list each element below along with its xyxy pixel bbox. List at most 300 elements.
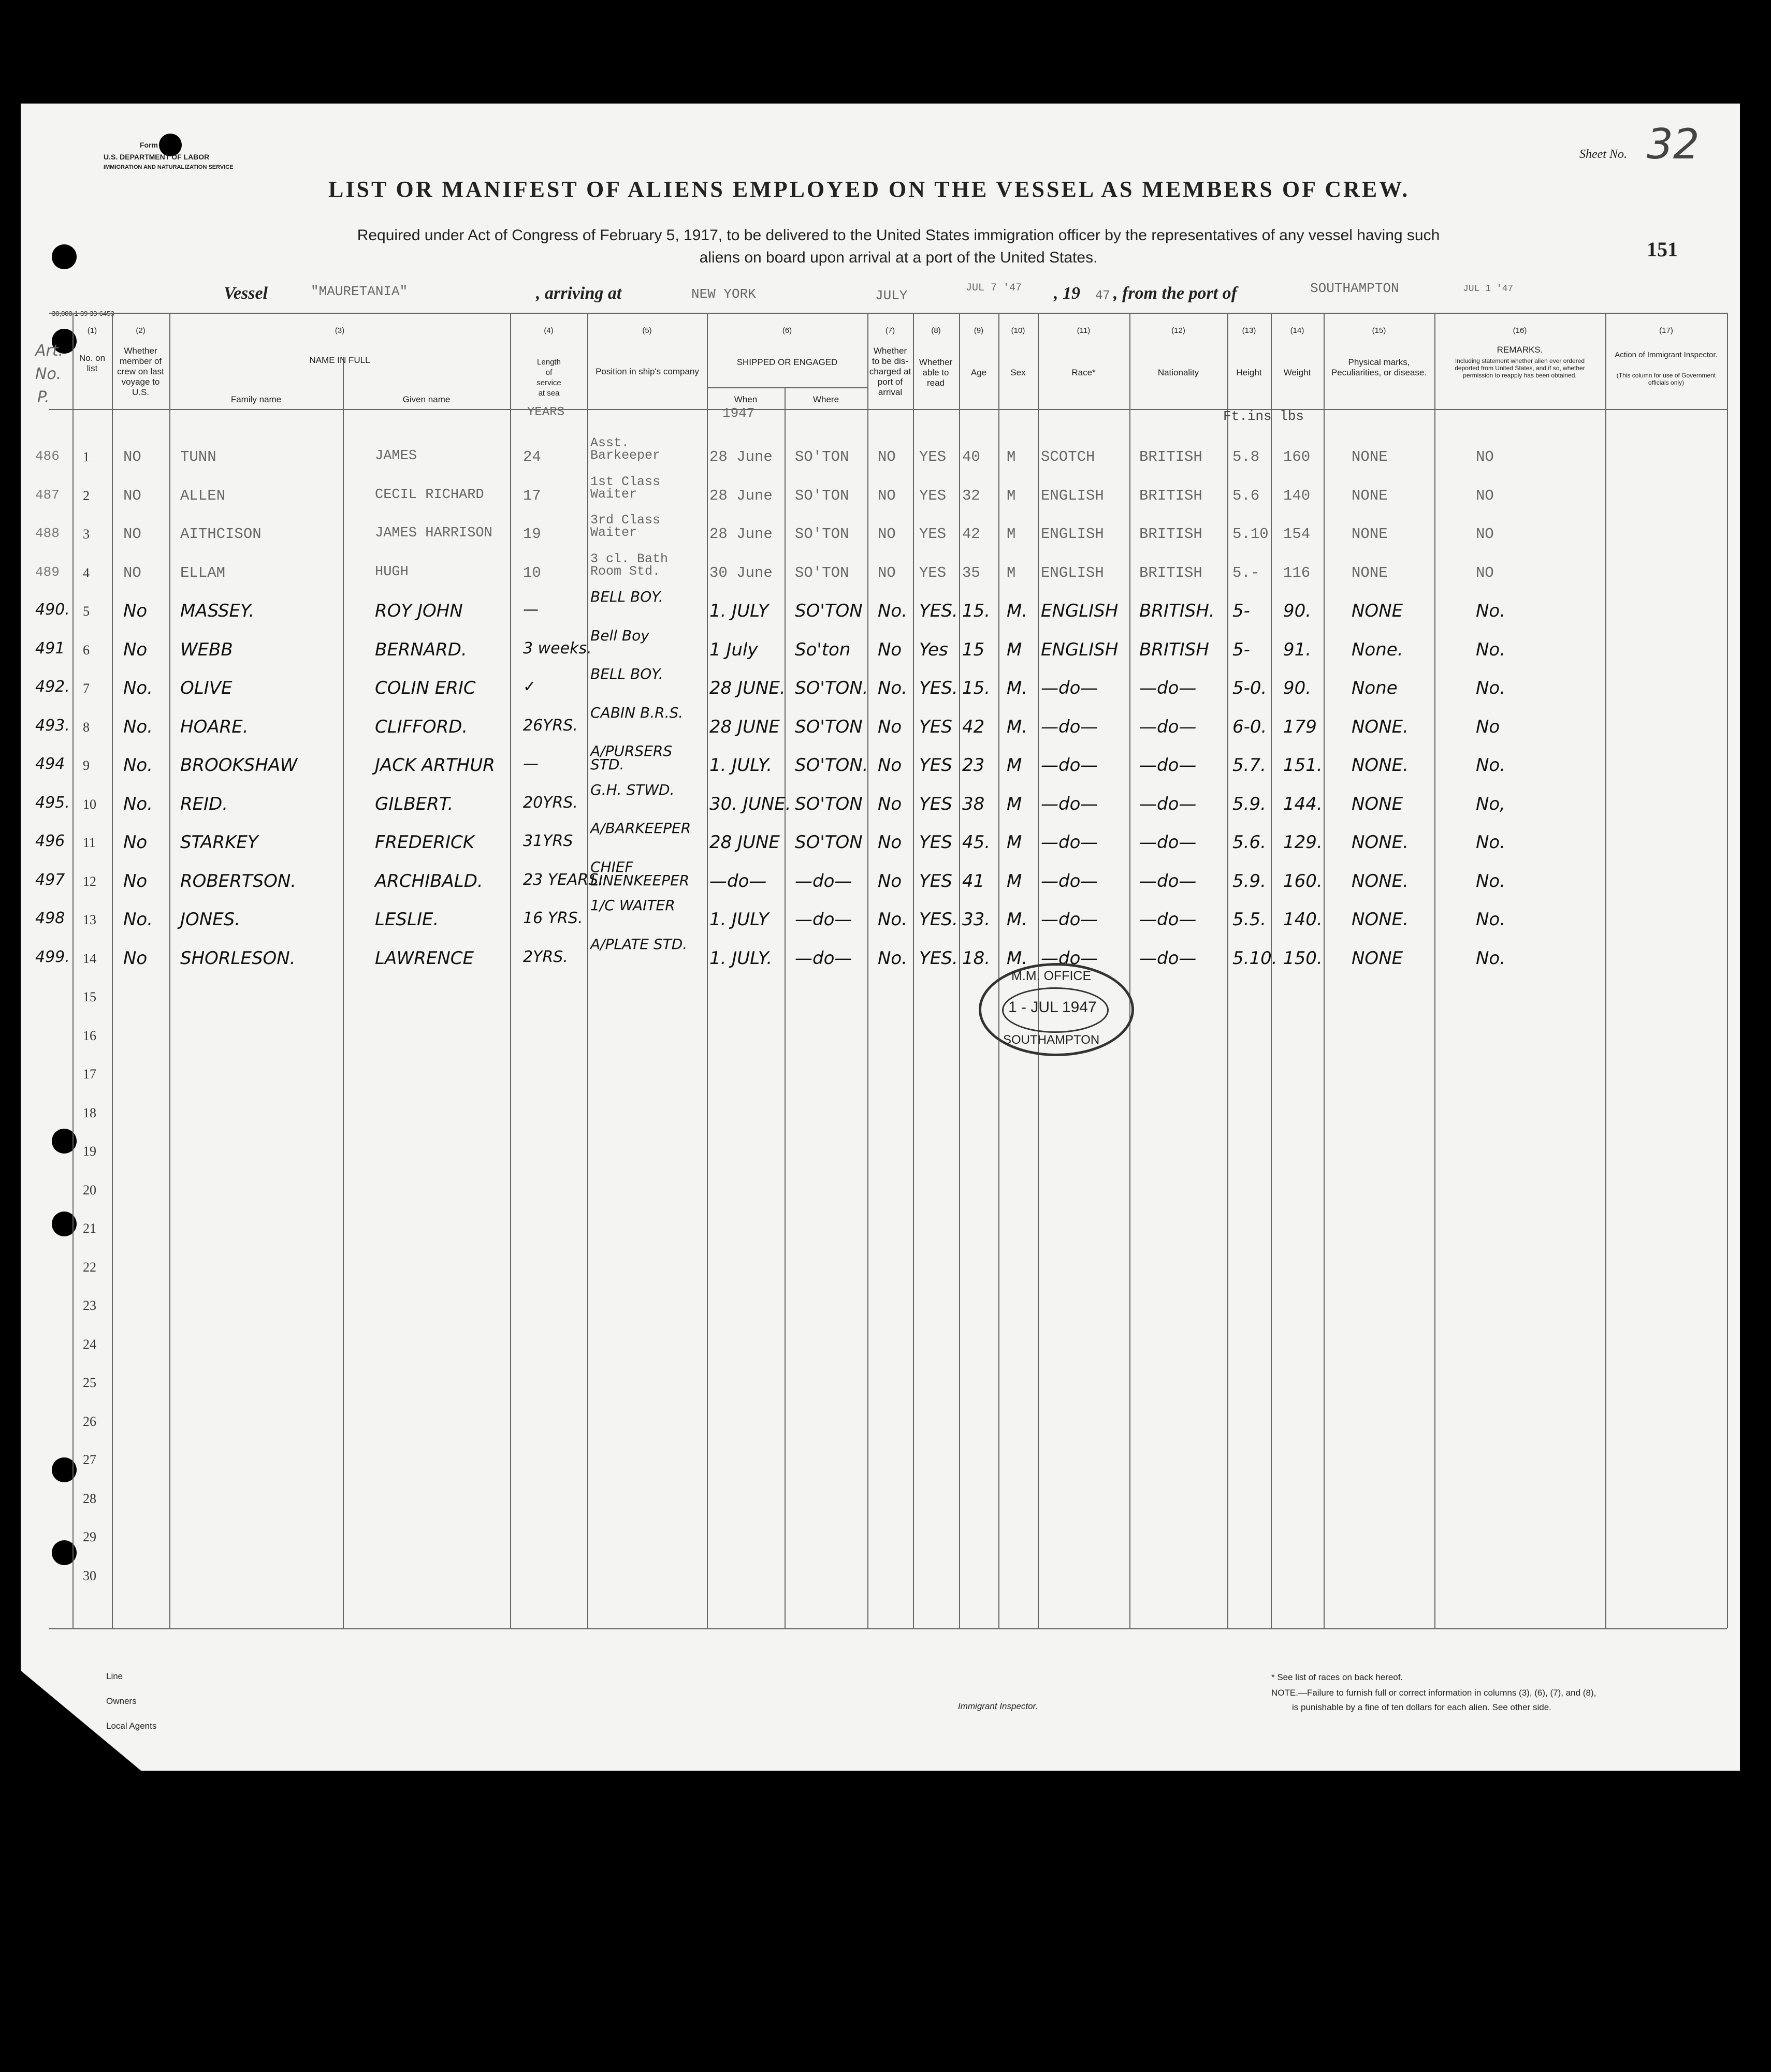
cell-position: A/PLATE STD.: [590, 935, 688, 953]
cell-given: LESLIE.: [375, 909, 439, 930]
cell-marks: NONE.: [1352, 755, 1409, 776]
cell-race: —do—: [1041, 793, 1098, 814]
cell-height: 5-0.: [1232, 678, 1267, 698]
column-divider: [1605, 313, 1606, 1628]
row-number: 14: [83, 951, 96, 966]
row-number: 15: [83, 989, 96, 1004]
cell-read: YES: [919, 832, 952, 853]
cell-weight: 91.: [1283, 639, 1312, 660]
footer-owners-label: Owners: [106, 1696, 137, 1706]
cell-nat: BRITISH: [1139, 639, 1209, 660]
cell-prev: No.: [123, 678, 153, 698]
cell-service: 19: [523, 526, 541, 543]
cell-nat: —do—: [1139, 793, 1197, 814]
cell-weight: 140.: [1283, 909, 1323, 930]
cell-where: SO'TON: [795, 832, 863, 853]
col-header-sex: Sex: [1010, 368, 1026, 377]
cell-position: BELL BOY.: [590, 588, 663, 605]
cell-sex: M: [1007, 755, 1022, 776]
row-number: 28: [83, 1491, 96, 1506]
col-header-shipped: SHIPPED OR ENGAGED: [736, 357, 838, 367]
cell-when: 1. JULY: [709, 601, 769, 621]
col-number: (2): [136, 326, 146, 335]
cell-given: HUGH: [375, 564, 409, 580]
row-number: 10: [83, 796, 96, 812]
cell-position: 1/C WAITER: [590, 897, 675, 914]
cell-service: 17: [523, 487, 541, 504]
year-1947: 1947: [722, 405, 755, 421]
cell-service: 2YRS.: [523, 947, 568, 966]
col-header-action: Action of Immigrant Inspector.: [1615, 351, 1718, 359]
page-title: LIST OR MANIFEST OF ALIENS EMPLOYED ON THE VESSEL AS MEMBERS OF CREW.: [328, 177, 1410, 202]
cell-weight: 140: [1283, 487, 1311, 504]
col-number: (15): [1372, 326, 1386, 335]
column-divider: [343, 357, 344, 1628]
cell-position: Asst. Barkeeper: [590, 435, 661, 463]
cell-family: STARKEY: [180, 832, 258, 853]
cell-where: —do—: [795, 947, 852, 969]
immigrant-inspector-label: Immigrant Inspector.: [958, 1701, 1038, 1711]
cell-disch: No.: [878, 909, 908, 930]
cell-height: 5.6.: [1232, 832, 1266, 853]
column-divider: [72, 313, 74, 1628]
cell-nat: BRITISH: [1139, 564, 1202, 581]
cell-given: BERNARD.: [375, 639, 467, 660]
cell-where: SO'TON.: [795, 755, 868, 776]
cell-sex: M: [1007, 870, 1022, 892]
cell-read: YES: [919, 564, 947, 581]
cell-when: 30. JUNE.: [709, 793, 791, 814]
footer-agents-label: Local Agents: [106, 1721, 157, 1731]
column-divider: [169, 313, 170, 1628]
col-number: (7): [885, 326, 895, 335]
art-p-label: P.: [37, 388, 50, 406]
cell-age: 15.: [962, 678, 991, 698]
col-number: (4): [544, 326, 554, 335]
form-label: Form: [140, 141, 158, 149]
cell-height: 5.9.: [1232, 793, 1266, 814]
cell-family: HOARE.: [180, 716, 249, 737]
years-unit: YEARS: [527, 405, 565, 419]
cell-height: 5.10.: [1232, 947, 1278, 969]
cell-given: CLIFFORD.: [375, 716, 468, 737]
row-number: 3: [83, 527, 90, 542]
cell-disch: No: [878, 870, 902, 892]
column-divider: [1129, 313, 1130, 1628]
col-number: (6): [782, 326, 792, 335]
cell-read: YES: [919, 716, 952, 737]
cell-nat: —do—: [1139, 678, 1197, 698]
cell-height: 5.5.: [1232, 909, 1266, 930]
when-header: When: [734, 395, 758, 404]
cell-weight: 90.: [1283, 601, 1312, 621]
subtitle-line-2: aliens on board upon arrival at a port of the United States.: [699, 249, 1098, 266]
cell-disch: No: [878, 832, 902, 853]
cell-where: SO'TON: [795, 487, 849, 504]
cell-disch: NO: [878, 448, 896, 465]
cell-race: ENGLISH: [1041, 601, 1119, 621]
cell-prev: No: [123, 601, 148, 621]
cell-disch: NO: [878, 564, 896, 581]
art-number: 488: [35, 526, 60, 541]
cell-service: ✓: [523, 678, 536, 696]
col-header-age: Age: [970, 368, 987, 377]
cell-where: SO'TON: [795, 716, 863, 737]
cell-read: YES.: [919, 947, 958, 969]
arriving-port: NEW YORK: [691, 286, 756, 302]
cell-read: YES.: [919, 601, 958, 621]
cell-height: 5.-: [1232, 564, 1260, 581]
col-number: (5): [642, 326, 652, 335]
cell-race: —do—: [1041, 755, 1098, 776]
row-number: 8: [83, 719, 90, 735]
col-number: (3): [335, 326, 345, 335]
col-header-physical-marks: Physical marks, Peculiarities, or disease.: [1331, 357, 1427, 377]
cell-nat: BRITISH: [1139, 487, 1202, 504]
reference-number: 151: [1647, 238, 1678, 261]
row-number: 18: [83, 1105, 96, 1120]
col-header-nationality: Nationality: [1157, 368, 1199, 377]
cell-position: 1st Class Waiter: [590, 474, 661, 502]
cell-marks: None.: [1352, 639, 1403, 660]
cell-where: SO'TON: [795, 448, 849, 465]
cell-height: 5-: [1232, 601, 1250, 621]
departure-date: JUL 1 '47: [1463, 284, 1514, 294]
column-divider: [112, 313, 113, 1628]
cell-given: JAMES: [375, 448, 417, 464]
cell-family: AITHCISON: [180, 526, 262, 543]
cell-remarks: NO: [1476, 448, 1494, 465]
cell-family: MASSEY.: [180, 601, 255, 621]
cell-where: —do—: [795, 909, 852, 930]
cell-height: 6-0.: [1232, 716, 1267, 737]
row-number: 4: [83, 565, 90, 580]
stamp-date: 1 - JUL 1947: [1008, 999, 1097, 1016]
cell-age: 32: [962, 487, 980, 504]
cell-race: —do—: [1041, 947, 1098, 969]
cell-prev: NO: [123, 526, 141, 543]
cell-disch: No: [878, 793, 902, 814]
arriving-label: , arriving at: [536, 284, 622, 303]
art-number: 496: [35, 832, 65, 850]
column-divider: [1434, 313, 1435, 1628]
cell-marks: NONE: [1352, 564, 1388, 581]
remarks-note: Including statement whether alien ever ordered deported from United States, and if so, whether permission to reapply has been obtained.: [1455, 357, 1585, 379]
cell-position: CABIN B.R.S.: [590, 704, 684, 721]
row-number: 17: [83, 1067, 96, 1082]
departure-port: SOUTHAMPTON: [1310, 281, 1399, 296]
cell-nat: —do—: [1139, 909, 1197, 930]
cell-read: YES.: [919, 678, 958, 698]
cell-remarks: No.: [1476, 678, 1506, 698]
cell-sex: M.: [1007, 716, 1028, 737]
cell-height: 5.9.: [1232, 870, 1266, 892]
column-divider: [1324, 313, 1325, 1628]
cell-weight: 179: [1283, 716, 1317, 737]
cell-read: YES: [919, 526, 947, 543]
cell-weight: 160.: [1283, 870, 1323, 892]
cell-height: 5.6: [1232, 487, 1260, 504]
cell-read: Yes: [919, 639, 948, 660]
cell-read: YES: [919, 448, 947, 465]
cell-prev: No: [123, 639, 148, 660]
cell-when: 28 JUNE: [709, 832, 780, 853]
cell-marks: NONE.: [1352, 832, 1409, 853]
cell-age: 42: [962, 526, 980, 543]
cell-remarks: No.: [1476, 832, 1506, 853]
arrival-date-stamp: JUL 7 '47: [966, 282, 1022, 294]
row-number: 16: [83, 1028, 96, 1043]
cell-position: A/PURSERS STD.: [590, 742, 673, 773]
art-number: 492.: [35, 678, 70, 696]
row-number: 30: [83, 1568, 96, 1583]
cell-family: ELLAM: [180, 564, 226, 581]
art-no-label: No.: [35, 365, 62, 383]
column-divider: [510, 313, 511, 1628]
from-port-label: , from the port of: [1113, 284, 1237, 303]
col-number: (8): [931, 326, 941, 335]
cell-remarks: No.: [1476, 947, 1506, 969]
cell-race: —do—: [1041, 909, 1098, 930]
cell-remarks: No.: [1476, 909, 1506, 930]
col-header-race: Race*: [1071, 368, 1096, 377]
cell-when: 28 JUNE: [709, 716, 780, 737]
cell-height: 5.8: [1232, 448, 1260, 465]
sheet-number: 32: [1647, 120, 1700, 168]
cell-sex: M: [1007, 526, 1016, 543]
art-number: 487: [35, 487, 60, 503]
row-number: 23: [83, 1298, 96, 1313]
cell-race: —do—: [1041, 870, 1098, 892]
cell-sex: M.: [1007, 909, 1028, 930]
art-number: 499.: [35, 947, 70, 966]
mm-office-stamp: [979, 963, 1134, 1056]
column-divider: [587, 313, 588, 1628]
cell-remarks: No: [1476, 716, 1500, 737]
cell-service: —: [523, 755, 539, 773]
col-number: (14): [1290, 326, 1304, 335]
cell-where: —do—: [795, 870, 852, 892]
cell-nat: —do—: [1139, 755, 1197, 776]
row-number: 6: [83, 642, 90, 658]
cell-nat: BRITISH.: [1139, 601, 1215, 621]
row-number: 19: [83, 1144, 96, 1159]
shipped-subheader-rule: [707, 387, 867, 388]
cell-family: WEBB: [180, 639, 233, 660]
cell-disch: No: [878, 716, 902, 737]
cell-remarks: No.: [1476, 639, 1506, 660]
table-bottom-rule: [49, 1628, 1727, 1629]
cell-service: 20YRS.: [523, 793, 578, 812]
row-number: 27: [83, 1452, 96, 1467]
cell-where: So'ton: [795, 639, 851, 660]
cell-age: 18.: [962, 947, 991, 969]
cell-when: 1. JULY: [709, 909, 769, 930]
cell-weight: 151.: [1283, 755, 1323, 776]
cell-weight: 150.: [1283, 947, 1323, 969]
cell-given: ARCHIBALD.: [375, 870, 483, 892]
year-suffix: 47: [1095, 289, 1110, 303]
cell-read: YES: [919, 870, 952, 892]
cell-weight: 129.: [1283, 832, 1323, 853]
stamp-bottom-text: SOUTHAMPTON: [1003, 1033, 1100, 1047]
cell-sex: M: [1007, 448, 1016, 465]
cell-age: 40: [962, 448, 980, 465]
cell-age: 45.: [962, 832, 991, 853]
cell-remarks: NO: [1476, 487, 1494, 504]
col-number: (16): [1513, 326, 1527, 335]
col-header-previous-voyage: Whether member of crew on last voyage to U.S.: [117, 346, 164, 397]
given-name-header: Given name: [402, 395, 451, 404]
cell-sex: M: [1007, 832, 1022, 853]
cell-age: 23: [962, 755, 985, 776]
row-number: 13: [83, 912, 96, 927]
cell-prev: No: [123, 832, 148, 853]
cell-when: 1. JULY.: [709, 755, 773, 776]
cell-sex: M: [1007, 793, 1022, 814]
col-header-length-of-service: Length of service at sea: [536, 358, 561, 398]
cell-position: A/BARKEEPER: [590, 820, 691, 837]
cell-position: CHIEF LINENKEEPER: [590, 858, 690, 889]
cell-nat: —do—: [1139, 716, 1197, 737]
row-number: 11: [83, 835, 96, 850]
cell-prev: NO: [123, 448, 141, 465]
art-number: 491: [35, 639, 65, 658]
cell-where: SO'TON: [795, 526, 849, 543]
table-top-rule: [49, 313, 1727, 314]
cell-nat: —do—: [1139, 870, 1197, 892]
cell-sex: M: [1007, 487, 1016, 504]
cell-service: 10: [523, 564, 541, 581]
col-header-discharged: Whether to be dis-charged at port of arrival: [869, 346, 911, 397]
art-number: 495.: [35, 793, 70, 812]
cell-disch: No.: [878, 678, 908, 698]
cell-remarks: No.: [1476, 870, 1506, 892]
cell-given: JAMES HARRISON: [375, 526, 492, 541]
year-prefix: , 19: [1054, 284, 1080, 303]
cell-where: SO'TON: [795, 601, 863, 621]
row-number: 9: [83, 758, 90, 773]
cell-remarks: No.: [1476, 755, 1506, 776]
art-number: 490.: [35, 601, 70, 619]
art-number: 493.: [35, 716, 70, 735]
cell-age: 15: [962, 639, 985, 660]
cell-weight: 160: [1283, 448, 1311, 465]
cell-family: JONES.: [180, 909, 241, 930]
cell-marks: NONE: [1352, 793, 1403, 814]
cell-race: ENGLISH: [1041, 564, 1104, 581]
cell-prev: No: [123, 947, 148, 969]
cell-prev: No.: [123, 716, 153, 737]
col-number: (17): [1659, 326, 1673, 335]
cell-service: —: [523, 601, 539, 619]
cell-weight: 154: [1283, 526, 1311, 543]
cell-weight: 90.: [1283, 678, 1312, 698]
row-number: 24: [83, 1336, 96, 1352]
cell-race: ENGLISH: [1041, 526, 1104, 543]
stamp-top-text: M.M. OFFICE: [1011, 969, 1092, 983]
row-number: 25: [83, 1375, 96, 1390]
cell-when: 28 June: [709, 526, 773, 543]
cell-position: Bell Boy: [590, 626, 649, 644]
cell-read: YES.: [919, 909, 958, 930]
column-divider: [1727, 313, 1728, 1628]
fine-note-2: is punishable by a fine of ten dollars for each alien. See other side.: [1292, 1702, 1551, 1712]
cell-sex: M.: [1007, 601, 1028, 621]
cell-service: 31YRS: [523, 832, 573, 850]
cell-where: SO'TON.: [795, 678, 868, 698]
cell-disch: No.: [878, 947, 908, 969]
cell-disch: No: [878, 639, 902, 660]
row-number: 29: [83, 1529, 96, 1544]
action-note: (This column for use of Government officials only): [1616, 372, 1716, 386]
vessel-label: Vessel: [224, 284, 268, 303]
cell-sex: M: [1007, 564, 1016, 581]
arrival-month: JULY: [875, 288, 908, 303]
cell-prev: No: [123, 870, 148, 892]
height-weight-units: Ft.ins lbs: [1223, 408, 1304, 424]
row-number: 1: [83, 449, 90, 464]
cell-family: BROOKSHAW: [180, 755, 298, 776]
footer-line-label: Line: [106, 1671, 123, 1681]
cell-service: 26YRS.: [523, 716, 578, 735]
cell-family: ALLEN: [180, 487, 226, 504]
cell-marks: None: [1352, 678, 1398, 698]
cell-sex: M: [1007, 639, 1022, 660]
cell-service: 23 YEARS.: [523, 870, 603, 889]
cell-weight: 116: [1283, 564, 1311, 581]
cell-marks: NONE: [1352, 526, 1388, 543]
cell-sex: M.: [1007, 947, 1028, 969]
col-number: (9): [974, 326, 984, 335]
cell-where: SO'TON: [795, 564, 849, 581]
cell-given: ROY JOHN: [375, 601, 463, 621]
column-divider: [867, 313, 868, 1628]
column-divider: [913, 313, 914, 1628]
cell-given: JACK ARTHUR: [375, 755, 495, 776]
col-header-weight: Weight: [1283, 368, 1311, 377]
art-number: 486: [35, 448, 60, 464]
art-number: 498: [35, 909, 65, 927]
cell-disch: NO: [878, 526, 896, 543]
cell-position: 3rd Class Waiter: [590, 513, 661, 540]
cell-family: OLIVE: [180, 678, 233, 698]
cell-prev: No.: [123, 755, 153, 776]
cell-remarks: NO: [1476, 564, 1494, 581]
cell-race: —do—: [1041, 832, 1098, 853]
cell-height: 5.7.: [1232, 755, 1266, 776]
cell-when: 28 June: [709, 487, 773, 504]
col-number: (11): [1077, 326, 1091, 335]
cell-position: G.H. STWD.: [590, 781, 675, 798]
cell-prev: NO: [123, 487, 141, 504]
col-header-no-on-list: No. on list: [79, 353, 106, 373]
cell-age: 35: [962, 564, 980, 581]
cell-height: 5.10: [1232, 526, 1269, 543]
cell-remarks: No,: [1476, 793, 1506, 814]
cell-given: GILBERT.: [375, 793, 454, 814]
cell-marks: NONE.: [1352, 870, 1409, 892]
col-number: (1): [87, 326, 97, 335]
cell-read: YES: [919, 793, 952, 814]
cell-service: 16 YRS.: [523, 909, 583, 927]
cell-age: 33.: [962, 909, 991, 930]
cell-read: YES: [919, 755, 952, 776]
cell-disch: NO: [878, 487, 896, 504]
cell-marks: NONE: [1352, 487, 1388, 504]
cell-marks: NONE: [1352, 601, 1403, 621]
cell-nat: —do—: [1139, 832, 1197, 853]
